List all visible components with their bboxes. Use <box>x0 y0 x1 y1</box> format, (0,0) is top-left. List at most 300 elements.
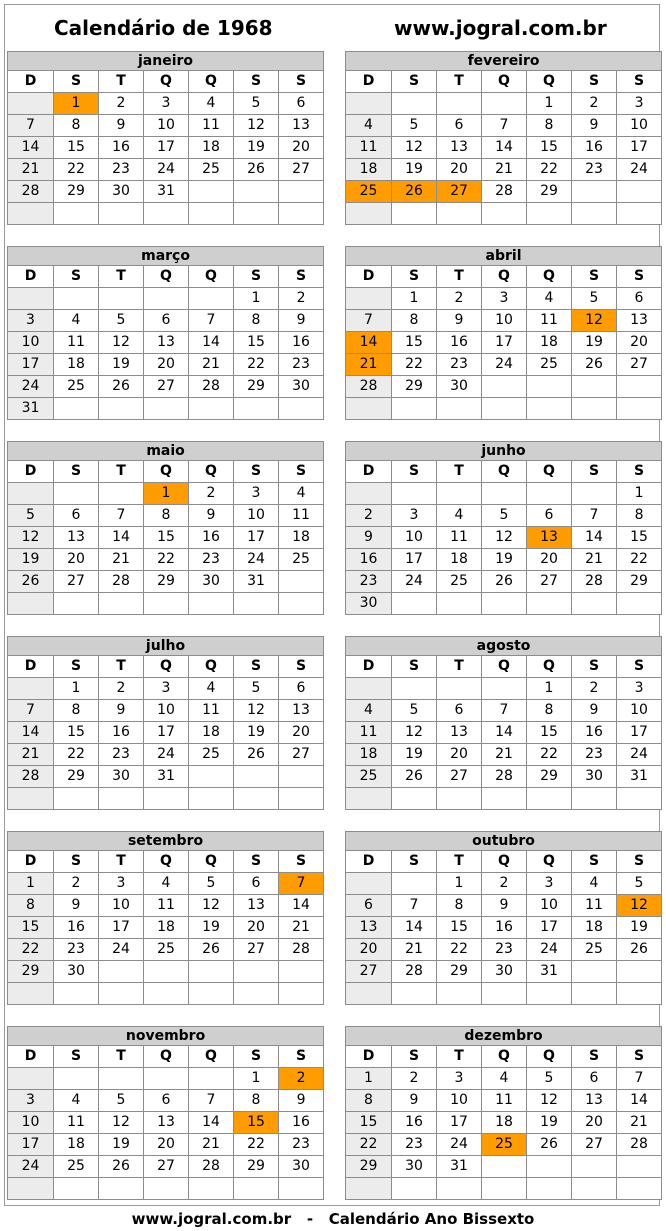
empty-day-cell <box>99 203 144 225</box>
empty-day-cell <box>346 93 392 115</box>
day-cell: 24 <box>527 939 572 961</box>
day-cell: 5 <box>99 1090 144 1112</box>
empty-day-cell <box>99 983 144 1005</box>
empty-day-cell <box>572 961 617 983</box>
day-cell: 21 <box>99 549 144 571</box>
month-name: abril <box>346 247 662 266</box>
weekday-header: Q <box>527 851 572 873</box>
weekday-header: D <box>8 656 54 678</box>
empty-day-cell <box>279 766 324 788</box>
empty-day-cell <box>392 93 437 115</box>
empty-day-cell <box>482 376 527 398</box>
day-cell: 9 <box>572 115 617 137</box>
empty-day-cell <box>572 1178 617 1200</box>
empty-day-cell <box>437 483 482 505</box>
day-cell: 14 <box>279 895 324 917</box>
weekday-header: D <box>8 851 54 873</box>
day-cell: 21 <box>617 1112 662 1134</box>
day-cell: 30 <box>346 593 392 615</box>
day-cell: 27 <box>279 159 324 181</box>
day-cell: 2 <box>392 1068 437 1090</box>
day-cell: 26 <box>392 766 437 788</box>
month-outubro <box>345 831 661 1005</box>
day-cell: 10 <box>8 332 54 354</box>
day-cell: 31 <box>8 398 54 420</box>
day-cell: 23 <box>392 1134 437 1156</box>
day-cell: 23 <box>279 1134 324 1156</box>
day-cell: 5 <box>392 700 437 722</box>
day-cell: 24 <box>617 159 662 181</box>
empty-day-cell <box>234 788 279 810</box>
empty-day-cell <box>617 961 662 983</box>
day-cell: 10 <box>617 115 662 137</box>
day-cell: 4 <box>482 1068 527 1090</box>
day-cell: 17 <box>8 354 54 376</box>
empty-day-cell <box>527 593 572 615</box>
holiday-day-cell: 25 <box>482 1134 527 1156</box>
day-cell: 18 <box>572 917 617 939</box>
empty-day-cell <box>234 203 279 225</box>
weekday-header: S <box>617 851 662 873</box>
empty-day-cell <box>54 983 99 1005</box>
day-cell: 15 <box>8 917 54 939</box>
day-cell: 4 <box>572 873 617 895</box>
day-cell: 16 <box>99 722 144 744</box>
day-cell: 19 <box>99 1134 144 1156</box>
weekday-header: D <box>346 71 392 93</box>
day-cell: 22 <box>346 1134 392 1156</box>
weekday-header: Q <box>144 71 189 93</box>
day-cell: 5 <box>617 873 662 895</box>
day-cell: 24 <box>99 939 144 961</box>
empty-day-cell <box>144 203 189 225</box>
day-cell: 29 <box>527 766 572 788</box>
empty-day-cell <box>279 571 324 593</box>
month-name: janeiro <box>8 52 324 71</box>
day-cell: 8 <box>8 895 54 917</box>
weekday-header: S <box>617 461 662 483</box>
day-cell: 7 <box>482 700 527 722</box>
empty-day-cell <box>234 593 279 615</box>
empty-day-cell <box>144 288 189 310</box>
holiday-day-cell: 15 <box>234 1112 279 1134</box>
empty-day-cell <box>234 1178 279 1200</box>
day-cell: 24 <box>437 1134 482 1156</box>
day-cell: 11 <box>189 115 234 137</box>
day-cell: 24 <box>8 376 54 398</box>
empty-day-cell <box>189 961 234 983</box>
day-cell: 21 <box>482 159 527 181</box>
day-cell: 29 <box>54 181 99 203</box>
weekday-header: S <box>392 266 437 288</box>
day-cell: 25 <box>279 549 324 571</box>
day-cell: 24 <box>392 571 437 593</box>
day-cell: 15 <box>392 332 437 354</box>
day-cell: 26 <box>572 354 617 376</box>
day-cell: 8 <box>392 310 437 332</box>
weekday-header: D <box>8 461 54 483</box>
empty-day-cell <box>482 1156 527 1178</box>
empty-day-cell <box>279 593 324 615</box>
day-cell: 8 <box>617 505 662 527</box>
day-cell: 17 <box>144 137 189 159</box>
weekday-header: Q <box>144 656 189 678</box>
empty-day-cell <box>189 983 234 1005</box>
empty-day-cell <box>99 398 144 420</box>
day-cell: 12 <box>482 527 527 549</box>
day-cell: 7 <box>392 895 437 917</box>
day-cell: 27 <box>144 1156 189 1178</box>
day-cell: 10 <box>392 527 437 549</box>
day-cell: 19 <box>99 354 144 376</box>
empty-day-cell <box>8 483 54 505</box>
empty-day-cell <box>482 93 527 115</box>
day-cell: 28 <box>279 939 324 961</box>
day-cell: 14 <box>8 137 54 159</box>
day-cell: 8 <box>527 115 572 137</box>
day-cell: 28 <box>346 376 392 398</box>
empty-day-cell <box>99 593 144 615</box>
day-cell: 14 <box>8 722 54 744</box>
footer-site[interactable]: www.jogral.com.br <box>131 1210 292 1228</box>
day-cell: 25 <box>54 1156 99 1178</box>
weekday-header: S <box>392 851 437 873</box>
weekday-header: S <box>54 851 99 873</box>
empty-day-cell <box>527 788 572 810</box>
day-cell: 3 <box>482 288 527 310</box>
day-cell: 5 <box>392 115 437 137</box>
day-cell: 18 <box>527 332 572 354</box>
day-cell: 24 <box>617 744 662 766</box>
day-cell: 2 <box>572 678 617 700</box>
day-cell: 28 <box>8 181 54 203</box>
day-cell: 31 <box>144 766 189 788</box>
day-cell: 29 <box>346 1156 392 1178</box>
empty-day-cell <box>346 288 392 310</box>
empty-day-cell <box>189 203 234 225</box>
empty-day-cell <box>8 1178 54 1200</box>
day-cell: 11 <box>279 505 324 527</box>
day-cell: 31 <box>144 181 189 203</box>
month-agosto <box>345 636 661 810</box>
day-cell: 18 <box>279 527 324 549</box>
day-cell: 8 <box>144 505 189 527</box>
day-cell: 14 <box>617 1090 662 1112</box>
day-cell: 28 <box>8 766 54 788</box>
site-url[interactable]: www.jogral.com.br <box>394 16 607 40</box>
day-cell: 26 <box>527 1134 572 1156</box>
empty-day-cell <box>144 788 189 810</box>
day-cell: 19 <box>527 1112 572 1134</box>
empty-day-cell <box>346 398 392 420</box>
day-cell: 16 <box>437 332 482 354</box>
day-cell: 13 <box>572 1090 617 1112</box>
day-cell: 14 <box>99 527 144 549</box>
day-cell: 19 <box>617 917 662 939</box>
holiday-day-cell: 12 <box>617 895 662 917</box>
day-cell: 17 <box>99 917 144 939</box>
empty-day-cell <box>99 1068 144 1090</box>
day-cell: 10 <box>144 115 189 137</box>
empty-day-cell <box>144 961 189 983</box>
empty-day-cell <box>234 181 279 203</box>
weekday-header: Q <box>482 851 527 873</box>
day-cell: 23 <box>189 549 234 571</box>
day-cell: 25 <box>572 939 617 961</box>
empty-day-cell <box>527 398 572 420</box>
day-cell: 29 <box>527 181 572 203</box>
day-cell: 6 <box>279 93 324 115</box>
day-cell: 15 <box>346 1112 392 1134</box>
day-cell: 9 <box>437 310 482 332</box>
empty-day-cell <box>234 961 279 983</box>
empty-day-cell <box>144 398 189 420</box>
empty-day-cell <box>346 678 392 700</box>
day-cell: 26 <box>234 744 279 766</box>
day-cell: 19 <box>8 549 54 571</box>
day-cell: 29 <box>437 961 482 983</box>
day-cell: 1 <box>54 678 99 700</box>
day-cell: 25 <box>54 376 99 398</box>
weekday-header: T <box>437 461 482 483</box>
empty-day-cell <box>482 983 527 1005</box>
day-cell: 18 <box>346 744 392 766</box>
day-cell: 8 <box>54 700 99 722</box>
day-cell: 27 <box>527 571 572 593</box>
day-cell: 18 <box>437 549 482 571</box>
day-cell: 28 <box>392 961 437 983</box>
weekday-header: Q <box>527 1046 572 1068</box>
weekday-header: S <box>572 71 617 93</box>
day-cell: 18 <box>189 722 234 744</box>
empty-day-cell <box>54 203 99 225</box>
empty-day-cell <box>346 483 392 505</box>
empty-day-cell <box>527 1156 572 1178</box>
day-cell: 11 <box>54 1112 99 1134</box>
day-cell: 1 <box>346 1068 392 1090</box>
empty-day-cell <box>144 1068 189 1090</box>
day-cell: 21 <box>8 159 54 181</box>
day-cell: 2 <box>99 93 144 115</box>
day-cell: 24 <box>234 549 279 571</box>
month-novembro <box>7 1026 323 1200</box>
day-cell: 9 <box>482 895 527 917</box>
weekday-header: Q <box>189 461 234 483</box>
day-cell: 29 <box>234 1156 279 1178</box>
day-cell: 9 <box>279 1090 324 1112</box>
day-cell: 23 <box>437 354 482 376</box>
day-cell: 19 <box>392 159 437 181</box>
weekday-header: S <box>572 461 617 483</box>
day-cell: 6 <box>234 873 279 895</box>
day-cell: 6 <box>572 1068 617 1090</box>
day-cell: 1 <box>234 288 279 310</box>
weekday-header: T <box>99 266 144 288</box>
weekday-header: Q <box>527 71 572 93</box>
day-cell: 9 <box>189 505 234 527</box>
empty-day-cell <box>437 983 482 1005</box>
empty-day-cell <box>8 593 54 615</box>
weekday-header: Q <box>189 1046 234 1068</box>
month-fevereiro <box>345 51 661 225</box>
day-cell: 22 <box>392 354 437 376</box>
day-cell: 20 <box>346 939 392 961</box>
day-cell: 4 <box>54 310 99 332</box>
weekday-header: S <box>279 851 324 873</box>
empty-day-cell <box>99 288 144 310</box>
day-cell: 15 <box>234 332 279 354</box>
day-cell: 29 <box>617 571 662 593</box>
day-cell: 26 <box>189 939 234 961</box>
day-cell: 9 <box>346 527 392 549</box>
day-cell: 21 <box>189 354 234 376</box>
day-cell: 8 <box>437 895 482 917</box>
day-cell: 16 <box>572 722 617 744</box>
day-cell: 7 <box>346 310 392 332</box>
day-cell: 30 <box>279 376 324 398</box>
holiday-day-cell: 12 <box>572 310 617 332</box>
day-cell: 6 <box>279 678 324 700</box>
day-cell: 13 <box>144 1112 189 1134</box>
day-cell: 19 <box>234 137 279 159</box>
empty-day-cell <box>346 203 392 225</box>
day-cell: 4 <box>346 700 392 722</box>
day-cell: 20 <box>437 159 482 181</box>
day-cell: 29 <box>54 766 99 788</box>
day-cell: 16 <box>572 137 617 159</box>
empty-day-cell <box>437 678 482 700</box>
day-cell: 13 <box>437 722 482 744</box>
day-cell: 18 <box>482 1112 527 1134</box>
weekday-header: S <box>279 461 324 483</box>
day-cell: 3 <box>617 93 662 115</box>
weekday-header: S <box>54 266 99 288</box>
empty-day-cell <box>617 1156 662 1178</box>
day-cell: 27 <box>54 571 99 593</box>
weekday-header: Q <box>482 1046 527 1068</box>
day-cell: 20 <box>54 549 99 571</box>
weekday-header: S <box>234 851 279 873</box>
day-cell: 25 <box>144 939 189 961</box>
holiday-day-cell: 2 <box>279 1068 324 1090</box>
empty-day-cell <box>392 398 437 420</box>
day-cell: 1 <box>392 288 437 310</box>
day-cell: 28 <box>482 181 527 203</box>
day-cell: 3 <box>234 483 279 505</box>
weekday-header: S <box>234 461 279 483</box>
day-cell: 3 <box>144 93 189 115</box>
day-cell: 14 <box>392 917 437 939</box>
day-cell: 30 <box>99 181 144 203</box>
day-cell: 20 <box>437 744 482 766</box>
page-title: Calendário de 1968 <box>54 16 273 40</box>
footer-separator: - <box>306 1210 314 1228</box>
weekday-header: Q <box>189 71 234 93</box>
weekday-header: S <box>392 461 437 483</box>
day-cell: 20 <box>144 354 189 376</box>
day-cell: 22 <box>234 354 279 376</box>
day-cell: 22 <box>437 939 482 961</box>
month-dezembro <box>345 1026 661 1200</box>
day-cell: 12 <box>234 700 279 722</box>
day-cell: 10 <box>8 1112 54 1134</box>
day-cell: 31 <box>527 961 572 983</box>
day-cell: 4 <box>279 483 324 505</box>
weekday-header: S <box>617 1046 662 1068</box>
empty-day-cell <box>99 961 144 983</box>
day-cell: 6 <box>617 288 662 310</box>
day-cell: 23 <box>279 354 324 376</box>
empty-day-cell <box>189 593 234 615</box>
day-cell: 8 <box>54 115 99 137</box>
day-cell: 16 <box>482 917 527 939</box>
empty-day-cell <box>392 678 437 700</box>
day-cell: 24 <box>144 744 189 766</box>
empty-day-cell <box>617 983 662 1005</box>
day-cell: 6 <box>527 505 572 527</box>
day-cell: 6 <box>437 700 482 722</box>
day-cell: 7 <box>189 1090 234 1112</box>
empty-day-cell <box>189 181 234 203</box>
day-cell: 15 <box>54 722 99 744</box>
day-cell: 18 <box>346 159 392 181</box>
month-name: agosto <box>346 637 662 656</box>
day-cell: 17 <box>234 527 279 549</box>
weekday-header: S <box>392 1046 437 1068</box>
empty-day-cell <box>572 1156 617 1178</box>
day-cell: 30 <box>392 1156 437 1178</box>
weekday-header: S <box>392 71 437 93</box>
day-cell: 11 <box>346 137 392 159</box>
day-cell: 1 <box>617 483 662 505</box>
empty-day-cell <box>617 593 662 615</box>
empty-day-cell <box>482 1178 527 1200</box>
day-cell: 27 <box>572 1134 617 1156</box>
day-cell: 23 <box>346 571 392 593</box>
month-julho <box>7 636 323 810</box>
day-cell: 5 <box>482 505 527 527</box>
weekday-header: Q <box>189 851 234 873</box>
month-name: março <box>8 247 324 266</box>
day-cell: 18 <box>54 1134 99 1156</box>
weekday-header: T <box>437 656 482 678</box>
day-cell: 17 <box>527 917 572 939</box>
weekday-header: Q <box>482 266 527 288</box>
day-cell: 17 <box>482 332 527 354</box>
day-cell: 12 <box>527 1090 572 1112</box>
day-cell: 24 <box>8 1156 54 1178</box>
empty-day-cell <box>482 593 527 615</box>
empty-day-cell <box>482 788 527 810</box>
day-cell: 18 <box>54 354 99 376</box>
day-cell: 19 <box>572 332 617 354</box>
day-cell: 22 <box>527 744 572 766</box>
day-cell: 28 <box>189 376 234 398</box>
weekday-header: S <box>617 71 662 93</box>
weekday-header: D <box>8 71 54 93</box>
day-cell: 15 <box>54 137 99 159</box>
day-cell: 26 <box>482 571 527 593</box>
empty-day-cell <box>617 398 662 420</box>
weekday-header: T <box>99 656 144 678</box>
day-cell: 12 <box>392 137 437 159</box>
day-cell: 4 <box>437 505 482 527</box>
empty-day-cell <box>189 1178 234 1200</box>
weekday-header: T <box>99 1046 144 1068</box>
day-cell: 19 <box>482 549 527 571</box>
empty-day-cell <box>189 398 234 420</box>
day-cell: 1 <box>437 873 482 895</box>
